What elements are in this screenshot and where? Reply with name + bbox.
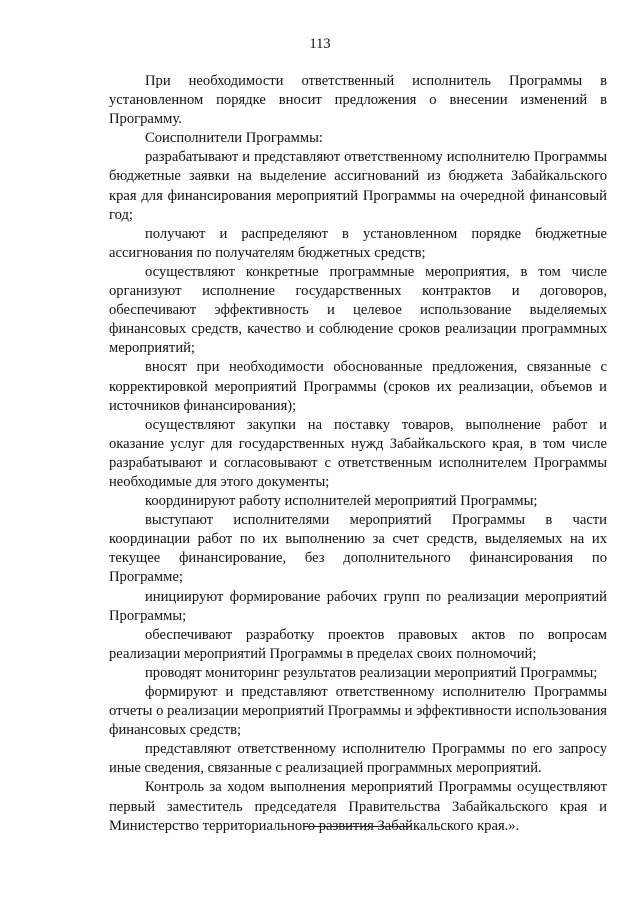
page-number: 113 [309, 36, 331, 52]
closing-separator-line [303, 826, 411, 827]
paragraph: формируют и представляют ответственному исполнителю Программы отчеты о реализации мероприятий Программы и эффективности использования финансовых средств; [109, 684, 607, 739]
paragraph: разрабатывают и представляют ответственному исполнителю Программы бюджетные заявки на выделение ассигнований из бюджета Забайкальского края для финансирования мероприятий Программы на очередной финансовый год; [109, 149, 607, 223]
paragraph: осуществляют закупки на поставку товаров, выполнение работ и оказание услуг для государственных нужд Забайкальского края, в том числе разрабатывают и согласовывают с ответственным исполнителем Программы необходимые для этого документы; [109, 416, 607, 490]
paragraph: обеспечивают разработку проектов правовых актов по вопросам реализации мероприятий Программы в пределах своих полномочий; [109, 626, 607, 662]
paragraph: проводят мониторинг результатов реализации мероприятий Программы; [145, 664, 598, 681]
paragraph: Соисполнители Программы: [145, 130, 323, 147]
paragraph: выступают исполнителями мероприятий Программы в части координации работ по их выполнению за счет средств, выделяемых на их текущее финансирование, без дополнительного финансирования по Программе; [109, 512, 607, 586]
document-body [109, 72, 607, 836]
paragraph: осуществляют конкретные программные мероприятия, в том числе организуют исполнение государственных контрактов и договоров, обеспечивают эффективность и целевое использование выделяемых финансовых средств, качество и соблюдение сроков реализации программных мероприятий; [109, 263, 607, 357]
paragraph: представляют ответственному исполнителю Программы по его запросу иные сведения, связанные с реализацией программных мероприятий. [109, 741, 607, 777]
paragraph: координируют работу исполнителей мероприятий Программы; [145, 493, 538, 510]
paragraph: При необходимости ответственный исполнитель Программы в установленном порядке вносит предложения о внесении изменений в Программу. [109, 73, 607, 128]
paragraph: инициируют формирование рабочих групп по реализации мероприятий Программы; [109, 588, 607, 624]
paragraph: Контроль за ходом выполнения мероприятий Программы осуществляют первый заместитель председателя Правительства Забайкальского края и Министерство территориального развития Забайкальского края.». [109, 779, 607, 834]
paragraph: получают и распределяют в установленном порядке бюджетные ассигнования по получателям бюджетных средств; [109, 225, 607, 261]
paragraph: вносят при необходимости обоснованные предложения, связанные с корректировкой мероприятий Программы (сроков их реализации, объемов и источников финансирования); [109, 359, 607, 414]
